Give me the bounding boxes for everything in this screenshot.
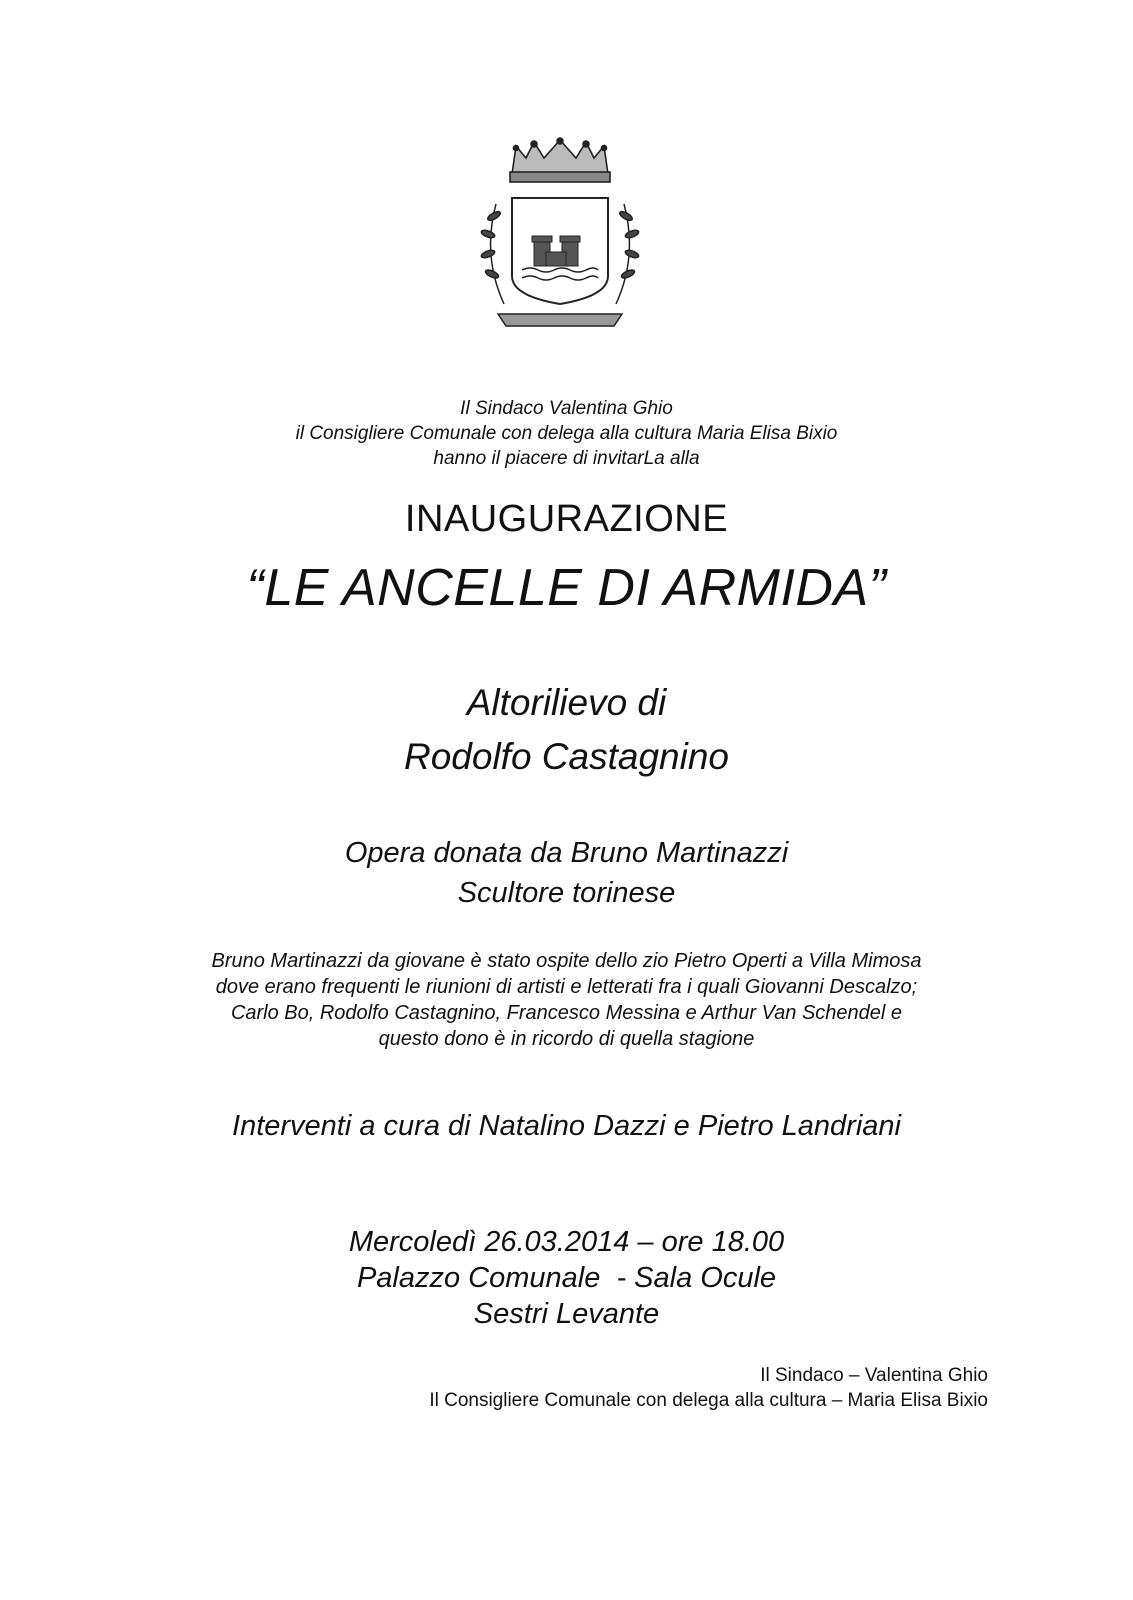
event-type-heading: INAUGURAZIONE: [404, 498, 729, 540]
signatures: [429, 1363, 988, 1413]
intro-line-1: Il Sindaco Valentina Ghio: [460, 398, 673, 419]
signature-line-1: Il Sindaco – Valentina Ghio: [760, 1365, 988, 1386]
event-city: Sestri Levante: [473, 1298, 660, 1330]
description-paragraph: [100, 948, 1033, 1052]
event-datetime: Mercoledì 26.03.2014 – ore 18.00: [348, 1226, 785, 1258]
intro-line-2: il Consigliere Comunale con delega alla cultura Maria Elisa Bixio: [295, 423, 838, 444]
event-schedule: [0, 1224, 1133, 1332]
signature-line-2: Il Consigliere Comunale con delega alla cultura – Maria Elisa Bixio: [429, 1390, 988, 1411]
donation-line-2: Scultore torinese: [457, 877, 676, 909]
artwork-info: [0, 676, 1133, 784]
invitation-intro: [0, 396, 1133, 471]
description-line-2: dove erano frequenti le riunioni di artisti e letterati fra i quali Giovanni Descalzo;: [215, 976, 918, 998]
intro-line-3: hanno il piacere di invitarLa alla: [433, 448, 700, 469]
speakers-line: Interventi a cura di Natalino Dazzi e Pietro Landriani: [232, 1110, 901, 1142]
donation-info: [0, 833, 1133, 913]
event-venue: Palazzo Comunale - Sala Ocule: [356, 1262, 777, 1294]
municipal-crest-icon: [474, 136, 646, 336]
description-line-3: Carlo Bo, Rodolfo Castagnino, Francesco Messina e Arthur Van Schendel e: [230, 1002, 903, 1024]
artwork-artist: Rodolfo Castagnino: [404, 736, 729, 777]
description-line-4: questo dono è in ricordo di quella stagione: [378, 1028, 755, 1050]
artwork-line-1: Altorilievo di: [466, 682, 667, 723]
donation-line-1: Opera donata da Bruno Martinazzi: [344, 837, 789, 869]
event-title: “LE ANCELLE DI ARMIDA”: [246, 559, 887, 617]
description-line-1: Bruno Martinazzi da giovane è stato ospite dello zio Pietro Operti a Villa Mimosa: [211, 950, 922, 972]
